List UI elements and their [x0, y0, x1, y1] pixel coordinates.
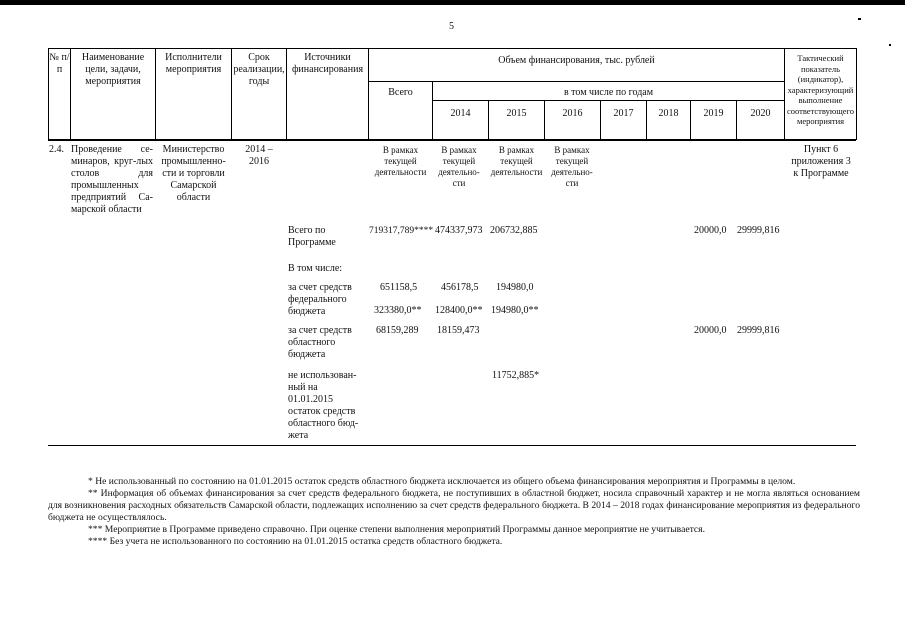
header-year-2015: 2015 [506, 108, 527, 119]
total-2014: 474337,973 [435, 225, 483, 236]
row-2015-note: В рамках текущей деятельности [490, 145, 543, 177]
source-including: В том числе: [288, 263, 343, 274]
header-year-2017: 2017 [613, 108, 634, 119]
federal-2014-b: 128400,0** [435, 305, 483, 316]
footnote-3: *** Мероприятие в Программе приведено справочно. При оценке степени выполнения мероприятий Программы данное мероприятие не учитывается. [88, 524, 705, 535]
row-indicator: Пункт 6 приложения 3 к Программе [791, 144, 851, 179]
regional-total: 68159,289 [376, 325, 419, 336]
row-executor: Министерство промышленно-сти и торговли Самарской области [161, 144, 226, 203]
total-all: 719317,789**** [369, 226, 434, 236]
regional-2019: 20000,0 [694, 325, 727, 336]
regional-2014: 18159,473 [437, 325, 480, 336]
regional-2020: 29999,816 [737, 325, 780, 336]
row-name: Проведение се-минаров, круг-лых столов для промышленных предприятий Са-марской области [71, 144, 153, 215]
header-num: № п/п [49, 52, 70, 75]
row-2016-note: В рамках текущей деятельно-сти [551, 145, 593, 188]
header-funding: Объем финансирования, тыс. рублей [498, 55, 655, 66]
source-unused-balance: не использован-ный на 01.01.2015 остаток средств областного бюд-жета [288, 370, 359, 441]
source-federal: за счет средств федерального бюджета [288, 282, 352, 317]
federal-2015: 194980,0 [496, 282, 534, 293]
footnote-2: ** Информация об объемах финансирования за счет средств федерального бюджета, не поступивших в областной бюджет, носила справочный характер и не могла являться основанием для возникновения расходных обязательств Самарской области, подлежащих исполнению за счет средств федерального бюджета. В 2014 – 2018 годах финансирование мероприятия из федерального бюджета не осуществлялось. [48, 488, 860, 523]
header-year-2018: 2018 [658, 108, 679, 119]
header-executors: Исполнители мероприятия [165, 52, 222, 75]
federal-total: 651158,5 [380, 282, 418, 293]
header-sources: Источники финансирования [291, 52, 364, 75]
row-num: 2.4. [49, 144, 64, 155]
unused-2015: 11752,885* [492, 370, 540, 381]
federal-2015-b: 194980,0** [491, 305, 539, 316]
footnotes [48, 476, 860, 548]
row-2014-note: В рамках текущей деятельно-сти [438, 145, 480, 188]
total-2015: 206732,885 [490, 225, 538, 236]
header-total: Всего [388, 87, 413, 98]
federal-total-b: 323380,0** [374, 305, 422, 316]
source-total: Всего по Программе [288, 225, 336, 248]
scan-speck [858, 18, 861, 20]
header-year-2014: 2014 [450, 108, 471, 119]
header-term: Срок реализации, годы [233, 52, 285, 87]
header-name: Наименование цели, задачи, мероприятия [81, 52, 145, 87]
row-total-note: В рамках текущей деятельности [374, 145, 427, 177]
header-by-years: в том числе по годам [563, 87, 654, 98]
scan-speck [889, 44, 891, 46]
header-year-2016: 2016 [562, 108, 583, 119]
total-2020: 29999,816 [737, 225, 780, 236]
header-year-2019: 2019 [703, 108, 724, 119]
footnote-4: **** Без учета не использованного по состоянию на 01.01.2015 остатка средств областного бюджета. [88, 536, 503, 547]
source-regional: за счет средств областного бюджета [288, 325, 352, 360]
header-indicator: Тактический показатель (индикатор), характеризующий выполнение соответствующего мероприятия [786, 53, 855, 126]
total-2019: 20000,0 [694, 225, 727, 236]
funding-table [48, 48, 856, 445]
header-year-2020: 2020 [750, 108, 771, 119]
scan-top-border [0, 0, 905, 5]
page-number: 5 [449, 21, 454, 32]
row-term: 2014 – 2016 [245, 144, 273, 167]
federal-2014: 456178,5 [441, 282, 479, 293]
footnote-1: * Не использованный по состоянию на 01.01.2015 остаток средств областного бюджета исключается из общего объема финансирования мероприятия и Программы в целом. [88, 476, 796, 487]
